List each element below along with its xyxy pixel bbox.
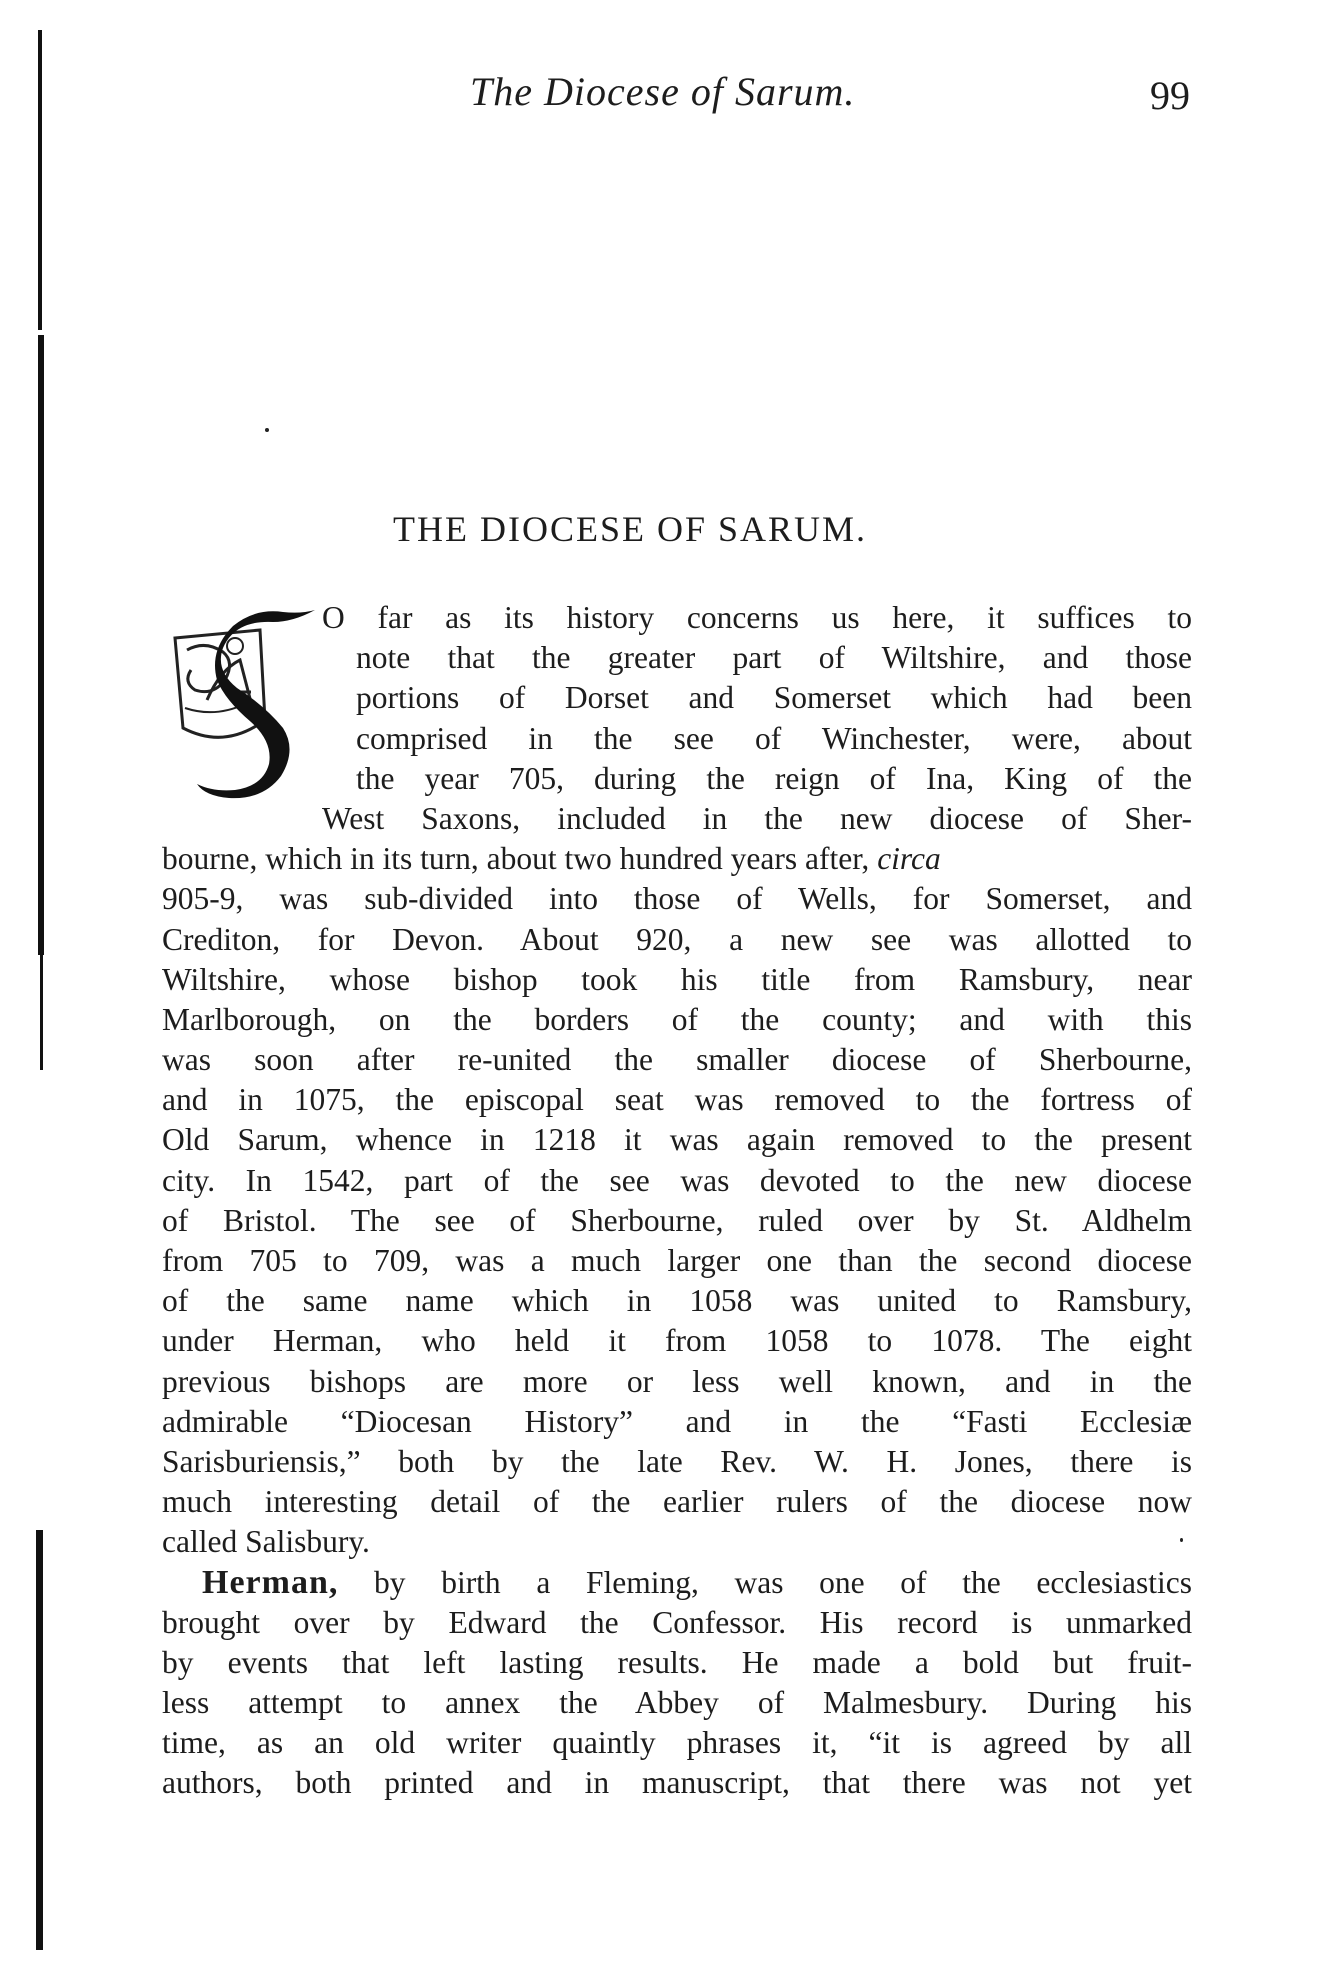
running-head-title: The Diocese of Sarum. [470, 69, 856, 114]
text-line: city. In 1542, part of the see was devoted to the new diocese [162, 1162, 1192, 1198]
text-line: Sarisburiensis,” both by the late Rev. W. H. Jones, there is [162, 1443, 1192, 1479]
text-line: and in 1075, the episcopal seat was removed to the fortress of [162, 1082, 1192, 1118]
binding-edge [40, 850, 43, 1070]
text-line: much interesting detail of the earlier rulers of the diocese now [162, 1484, 1192, 1520]
text-line: Herman, by birth a Fleming, was one of the ecclesiastics [202, 1563, 1193, 1601]
text-line: the year 705, during the reign of Ina, King of the [356, 760, 1192, 796]
text-line: called Salisbury. [162, 1524, 370, 1560]
text-line: of the same name which in 1058 was united to Ramsbury, [162, 1283, 1192, 1319]
text-line: by events that left lasting results. He made a bold but fruit- [162, 1644, 1192, 1680]
bishop-name: Herman, [202, 1563, 339, 1601]
section-title: THE DIOCESE OF SARUM. [393, 509, 868, 549]
text-line: O far as its history concerns us here, it suffices to [322, 600, 1192, 635]
text-line: portions of Dorset and Somerset which had been [356, 680, 1192, 716]
body-text [162, 598, 1192, 1804]
text-line: was soon after re-united the smaller diocese of Sherbourne, [162, 1042, 1192, 1078]
text-line: previous bishops are more or less well known, and in the [162, 1363, 1192, 1399]
text-line: from 705 to 709, was a much larger one than the second diocese [162, 1243, 1192, 1278]
text-line: of Bristol. The see of Sherbourne, ruled over by St. Aldhelm [162, 1202, 1192, 1238]
text-line: Marlborough, on the borders of the county; and with this [162, 1001, 1192, 1037]
scan-speck [265, 428, 269, 432]
text-line: admirable “Diocesan History” and in the “Fasti Ecclesiæ [162, 1403, 1192, 1439]
text-line: Old Sarum, whence in 1218 it was again removed to the present [162, 1122, 1192, 1158]
binding-edge [36, 1530, 43, 1950]
text-line: 905-9, was sub-divided into those of Wells, for Somerset, and [162, 881, 1192, 917]
text-line: under Herman, who held it from 1058 to 1078. The eight [162, 1323, 1192, 1359]
text-line: bourne, which in its turn, about two hundred years after, circa [162, 841, 941, 877]
text-line: comprised in the see of Winchester, were, about [356, 720, 1192, 756]
running-head [0, 68, 1340, 128]
text-line: note that the greater part of Wiltshire, and those [356, 640, 1192, 676]
text-line: West Saxons, included in the new diocese of Sher- [322, 800, 1192, 836]
drop-cap-letter: S [165, 600, 166, 601]
text-line: authors, both printed and in manuscript, that there was not yet [162, 1765, 1192, 1801]
text-line: time, as an old writer quaintly phrases it, “it is agreed by all [162, 1725, 1192, 1761]
text-line: Wiltshire, whose bishop took his title from Ramsbury, near [162, 961, 1192, 997]
italic-word: circa [877, 841, 941, 877]
page-number: 99 [1150, 73, 1190, 118]
text-line: brought over by Edward the Confessor. His record is unmarked [162, 1604, 1192, 1640]
text-line: less attempt to annex the Abbey of Malmesbury. During his [162, 1685, 1192, 1721]
text-line: Crediton, for Devon. About 920, a new see was allotted to [162, 921, 1192, 957]
